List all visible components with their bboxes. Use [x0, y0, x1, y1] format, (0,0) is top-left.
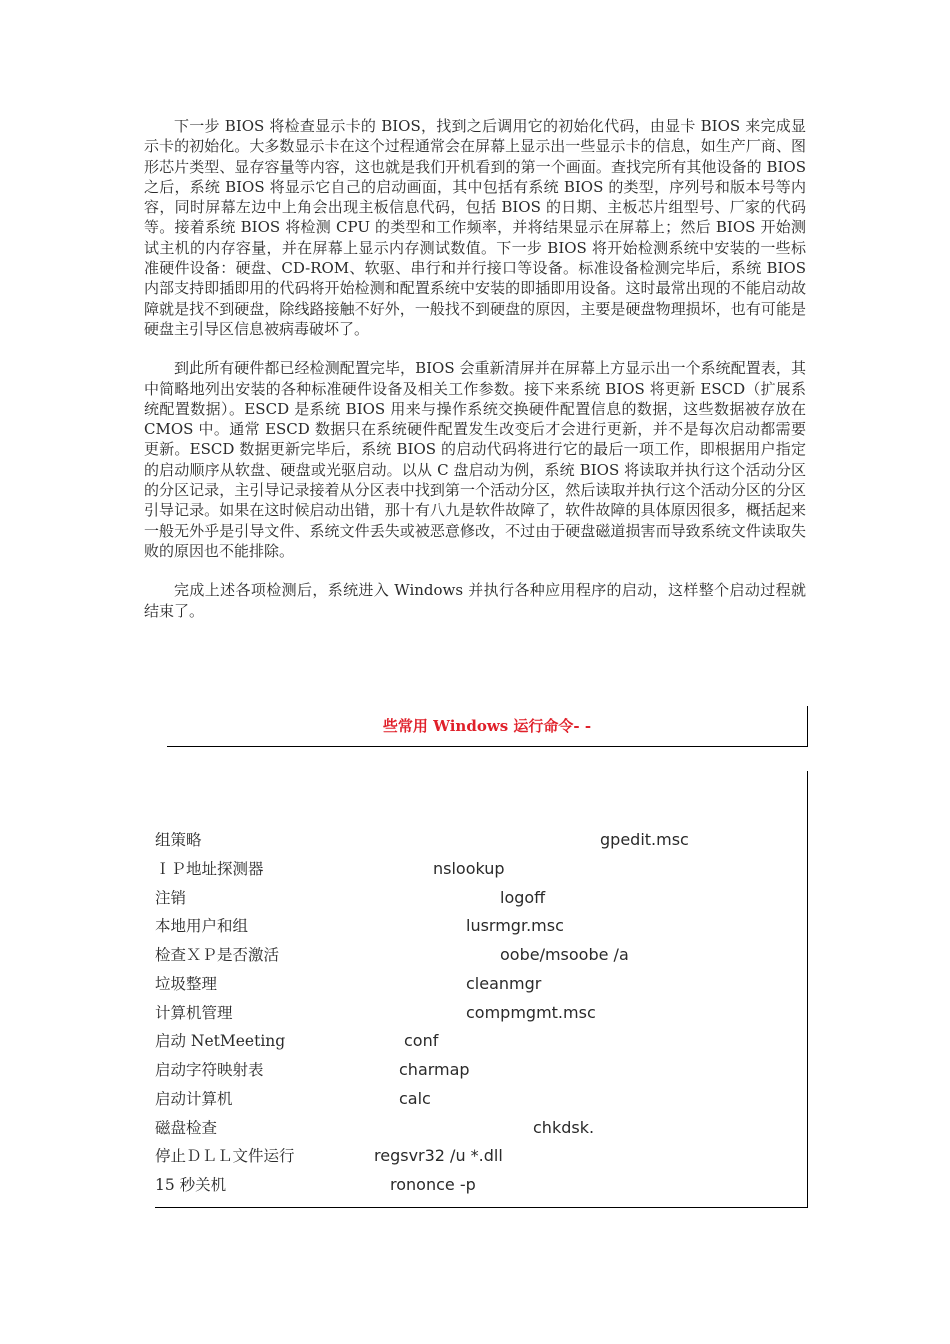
command-row — [155, 1173, 795, 1197]
command-name: 垃圾整理 — [155, 975, 218, 993]
paragraph-bios-video: 下一步 BIOS 将检查显示卡的 BIOS，找到之后调用它的初始化代码，由显卡 BIOS 来完成显示卡的初始化。大多数显示卡在这个过程通常会在屏幕上显示出一些显示卡的信息，如生产厂商、图形芯片类型、显存容量等内容，这也就是我们开机看到的第一个画面。查找完所有其他设备的 BIOS 之后，系统 BIOS 将显示它自己的启动画面，其中包括有系统 BIOS 的类型，序列号和版本号等内容，同时屏幕左边中上角会出现主板信息代码，包括 BIOS 的日期、主板芯片组型号、厂家的代码等。接着系统 BIOS 将检测 CPU 的类型和工作频率，并将结果显示在屏幕上；然后 BIOS 开始测试主机的内存容量，并在屏幕上显示内存测试数值。下一步 BIOS 将开始检测系统中安装的一些标准硬件设备：硬盘、CD-ROM、软驱、串行和并行接口等设备。标准设备检测完毕后，系统 BIOS 内部支持即插即用的代码将开始检测和配置系统中安装的即插即用设备。这时最常出现的不能启动故障就是找不到硬盘，除线路接触不好外，一般找不到硬盘的原因，主要是硬盘物理损坏，也有可能是硬盘主引导区信息被病毒破坏了。 — [144, 117, 806, 338]
command-name: ＩＰ地址探测器 — [155, 860, 264, 878]
command-value: nslookup — [433, 859, 505, 878]
command-row — [155, 1029, 795, 1053]
command-row — [155, 943, 795, 967]
command-row — [155, 886, 795, 910]
command-value: charmap — [399, 1060, 470, 1079]
command-row — [155, 1087, 795, 1111]
commands-heading-title: 些常用 Windows 运行命令- - — [382, 717, 592, 735]
command-name: 本地用户和组 — [155, 917, 249, 935]
command-value: cleanmgr — [466, 974, 542, 993]
command-value: gpedit.msc — [600, 830, 689, 849]
command-row — [155, 1144, 795, 1168]
command-row — [155, 1001, 795, 1025]
command-value: logoff — [500, 888, 546, 907]
commands-table — [155, 771, 808, 1208]
command-value: lusrmgr.msc — [466, 916, 564, 935]
command-row — [155, 857, 795, 881]
paragraph-windows-start: 完成上述各项检测后，系统进入 Windows 并执行各种应用程序的启动，这样整个启动过程就结束了。 — [144, 581, 806, 620]
command-row — [155, 1116, 795, 1140]
command-value: rononce -p — [390, 1175, 476, 1194]
command-value: compmgmt.msc — [466, 1003, 596, 1022]
command-name: 检查ＸＰ是否激活 — [155, 946, 280, 964]
command-name: 磁盘检查 — [155, 1119, 218, 1137]
command-value: conf — [404, 1031, 439, 1050]
command-name: 组策略 — [155, 831, 202, 849]
command-value: oobe/msoobe /a — [500, 945, 629, 964]
command-row — [155, 828, 795, 852]
command-name: 计算机管理 — [155, 1004, 233, 1022]
command-name: 启动字符映射表 — [155, 1061, 264, 1079]
command-row — [155, 972, 795, 996]
command-name: 15 秒关机 — [155, 1176, 227, 1194]
command-name: 注销 — [155, 889, 187, 907]
command-value: chkdsk. — [533, 1118, 595, 1137]
command-row — [155, 914, 795, 938]
commands-heading-box — [167, 706, 808, 747]
command-value: calc — [399, 1089, 431, 1108]
command-value: regsvr32 /u *.dll — [374, 1146, 503, 1165]
document-body — [144, 116, 806, 640]
command-name: 停止ＤＬＬ文件运行 — [155, 1147, 295, 1165]
command-name: 启动 NetMeeting — [155, 1032, 286, 1050]
command-row — [155, 1058, 795, 1082]
paragraph-escd-boot: 到此所有硬件都已经检测配置完毕，BIOS 会重新清屏并在屏幕上方显示出一个系统配置表，其中简略地列出安装的各种标准硬件设备及相关工作参数。接下来系统 BIOS 将更新 ESCD（扩展系统配置数据）。ESCD 是系统 BIOS 用来与操作系统交换硬件配置信息的数据，这些数据被存放在 CMOS 中。通常 ESCD 数据只在系统硬件配置发生改变后才会进行更新，并不是每次启动都需要更新。ESCD 数据更新完毕后，系统 BIOS 的启动代码将进行它的最后一项工作，即根据用户指定的启动顺序从软盘、硬盘或光驱启动。以从 C 盘启动为例，系统 BIOS 将读取并执行这个活动分区的分区记录，主引导记录接着从分区表中找到第一个活动分区，然后读取并执行这个活动分区的分区引导记录。如果在这时候启动出错，那十有八九是软件故障了，软件故障的具体原因很多，概括起来一般无外乎是引导文件、系统文件丢失或被恶意修改，不过由于硬盘磁道损害而导致系统文件读取失败的原因也不能排除。 — [144, 359, 806, 560]
command-name: 启动计算机 — [155, 1090, 233, 1108]
